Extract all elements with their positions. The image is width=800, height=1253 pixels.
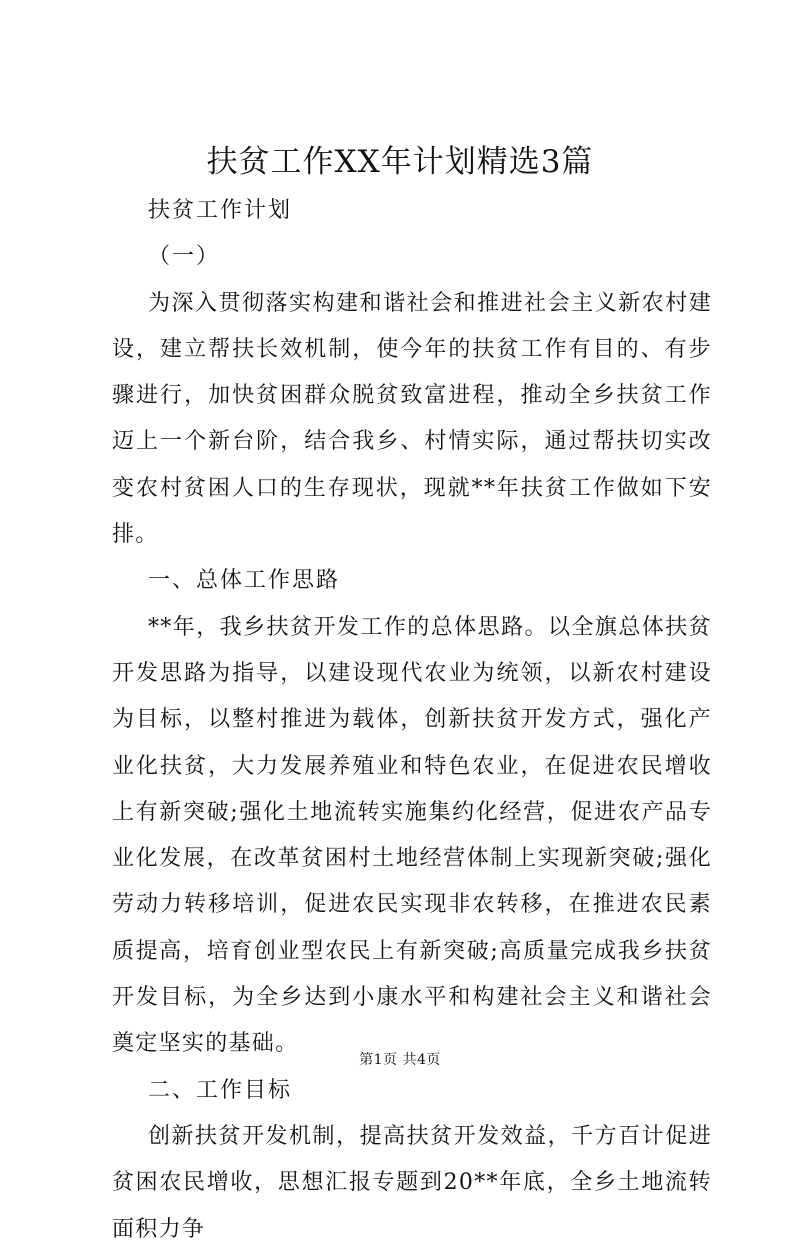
page-footer: 第1页 共4页: [359, 1052, 441, 1068]
document-title: 扶贫工作XX年计划精选3篇: [206, 144, 594, 180]
subsection-number: （一）: [148, 244, 221, 270]
body-paragraph: **年，我乡扶贫开发工作的总体思路。以全旗总体扶贫开发思路为指导，以建设现代农业为统领，以新农村建设为目标，以整村推进为载体，创新扶贫开发方式，强化产业化扶贫，大力发展养殖业和特色农业，在促进农民增收上有新突破;强化土地流转实施集约化经营，促进农产品专业化发展，在改革贫困村土地经营体制上实现新突破;强化劳动力转移培训，促进农民实现非农转移，在推进农民素质提高，培育创业型农民上有新突破;高质量完成我乡扶贫开发目标，为全乡达到小康水平和构建社会主义和谐社会奠定坚实的基础。: [112, 614, 712, 1057]
body-paragraph: 为深入贯彻落实构建和谐社会和推进社会主义新农村建设，建立帮扶长效机制，使今年的扶贫工作有目的、有步骤进行，加快贫困群众脱贫致富进程，推动全乡扶贫工作迈上一个新台阶，结合我乡、村情实际，通过帮扶切实改变农村贫困人口的生存现状，现就**年扶贫工作做如下安排。: [112, 290, 712, 548]
body-paragraph: 创新扶贫开发机制，提高扶贫开发效益，千方百计促进贫困农民增收，思想汇报专题到20**年底，全乡土地流转面积力争: [112, 1123, 712, 1242]
section-heading: 一、总体工作思路: [148, 568, 341, 594]
section-heading: 扶贫工作计划: [148, 198, 293, 223]
section-heading: 二、工作目标: [148, 1077, 293, 1103]
document-body: [112, 188, 712, 1253]
